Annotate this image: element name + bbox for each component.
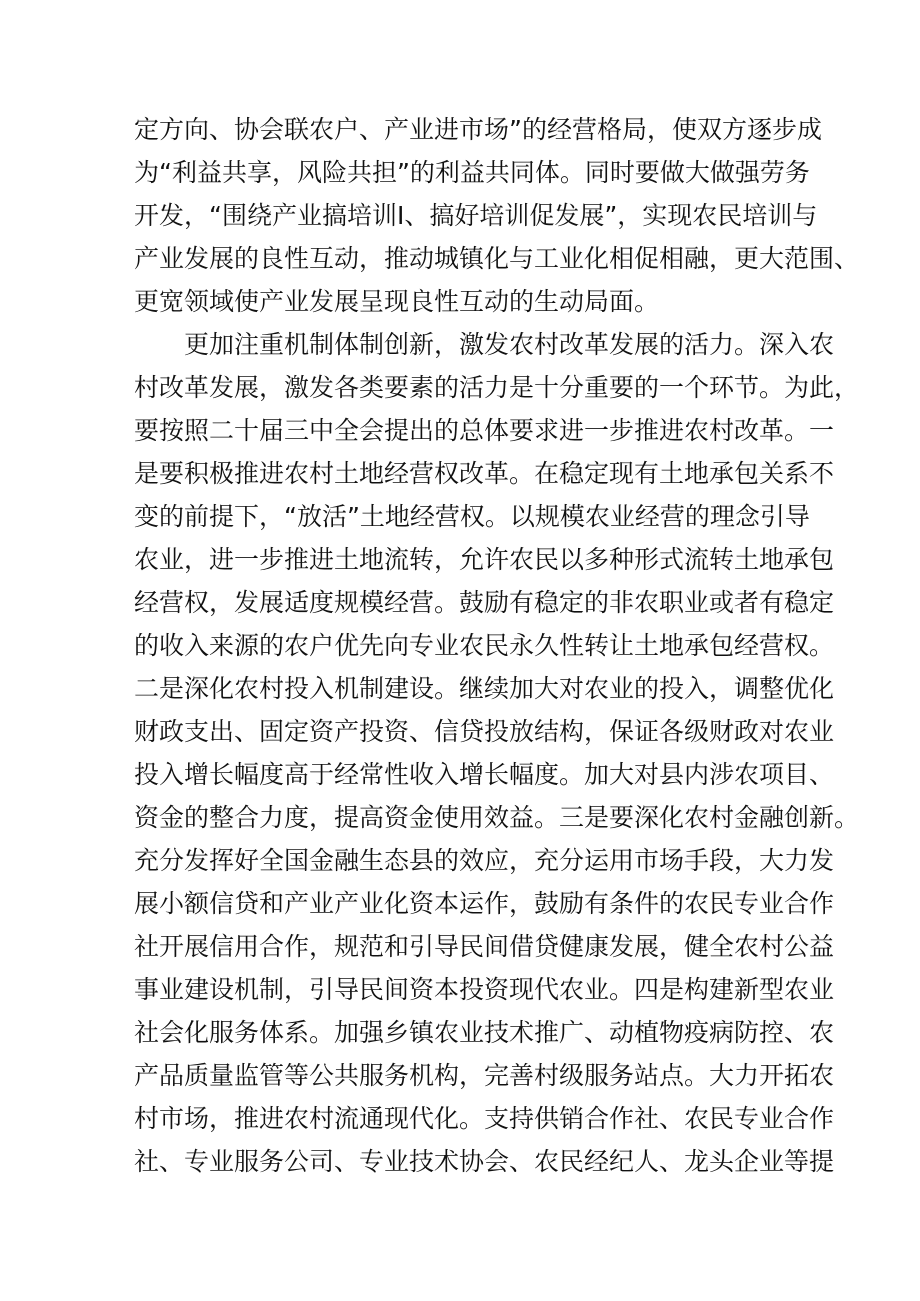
text-line: 社、专业服务公司、专业技术协会、农民经纪人、龙头企业等提 xyxy=(134,1147,835,1176)
text-line: 是要积极推进农村土地经营权改革。在稳定现有土地承包关系不 xyxy=(134,459,835,488)
text-line: 更宽领域使产业发展呈现良性互动的生动局面。 xyxy=(134,287,660,316)
text-line: 经营权，发展适度规模经营。鼓励有稳定的非农职业或者有稳定 xyxy=(134,588,835,617)
text-line: 展小额信贷和产业产业化资本运作，鼓励有条件的农民专业合作 xyxy=(134,889,835,918)
text-line: 财政支出、固定资产投资、信贷投放结构，保证各级财政对农业 xyxy=(134,717,835,746)
text-line: 要按照二十届三中全会提出的总体要求进一步推进农村改革。一 xyxy=(134,416,835,445)
text-line: 产品质量监管等公共服务机构，完善村级服务站点。大力开拓农 xyxy=(134,1061,835,1090)
text-line: 社会化服务体系。加强乡镇农业技术推广、动植物疫病防控、农 xyxy=(134,1018,835,1047)
text-line: 投入增长幅度高于经常性收入增长幅度。加大对县内涉农项目、 xyxy=(134,760,835,789)
paragraph-start-line: 更加注重机制体制创新，激发农村改革发展的活力。深入农 xyxy=(184,330,835,359)
text-line: 村市场，推进农村流通现代化。支持供销合作社、农民专业合作 xyxy=(134,1104,835,1133)
text-line: 资金的整合力度，提高资金使用效益。三是要深化农村金融创新。 xyxy=(134,803,860,832)
text-line: 开发，“围绕产业搞培训I、搞好培训促发展”，实现农民培训与 xyxy=(134,201,818,230)
text-line: 充分发挥好全国金融生态县的效应，充分运用市场手段，大力发 xyxy=(134,846,835,875)
text-line: 变的前提下，“放活”土地经营权。以规模农业经营的理念引导 xyxy=(134,502,810,531)
text-line: 农业，进一步推进土地流转，允许农民以多种形式流转土地承包 xyxy=(134,545,835,574)
text-line: 村改革发展，激发各类要素的活力是十分重要的一个环节。为此， xyxy=(134,373,860,402)
text-line: 事业建设机制，引导民间资本投资现代农业。四是构建新型农业 xyxy=(134,975,835,1004)
text-line: 的收入来源的农户优先向专业农民永久性转让土地承包经营权。 xyxy=(134,631,835,660)
text-line: 二是深化农村投入机制建设。继续加大对农业的投入，调整优化 xyxy=(134,674,835,703)
body-text xyxy=(134,108,860,1183)
text-line: 社开展信用合作，规范和引导民间借贷健康发展，健全农村公益 xyxy=(134,932,835,961)
text-line: 定方向、协会联农户、产业进市场”的经营格局，使双方逐步成 xyxy=(134,115,822,144)
text-line: 为“利益共享，风险共担”的利益共同体。同时要做大做强劳务 xyxy=(134,158,810,187)
text-line: 产业发展的良性互动，推动城镇化与工业化相促相融，更大范围、 xyxy=(134,244,860,273)
